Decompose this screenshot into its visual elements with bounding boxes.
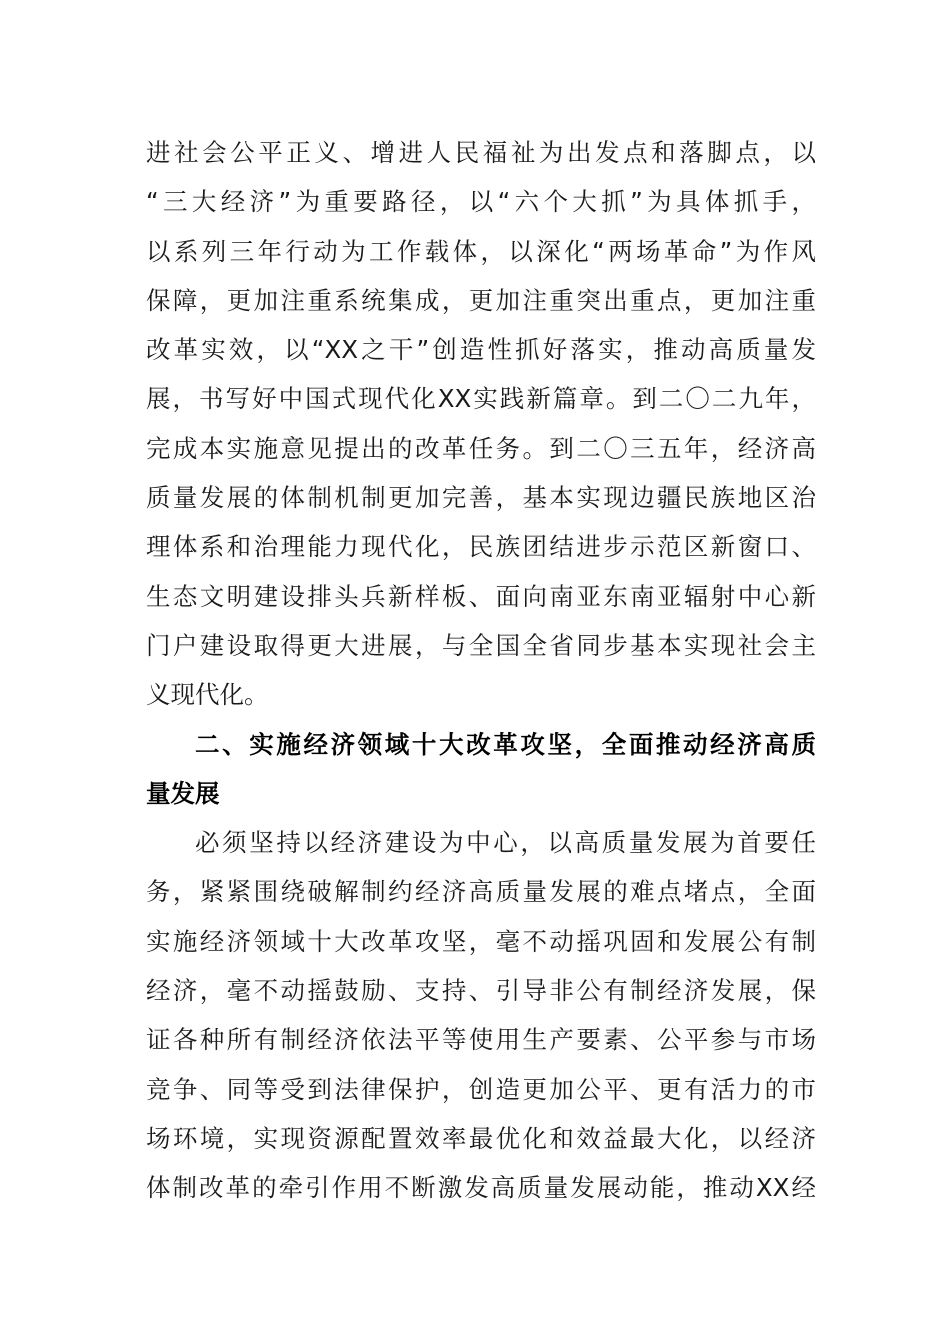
document-body: [146, 128, 816, 1213]
section-paragraph: [146, 818, 816, 1212]
paragraph-line: 质量发展的体制机制更加完善，基本实现边疆民族地区治: [146, 483, 816, 513]
section-heading: [146, 720, 816, 819]
paragraph-line: 生态文明建设排头兵新样板、面向南亚东南亚辐射中心新: [146, 581, 816, 611]
paragraph-line: 必须坚持以经济建设为中心，以高质量发展为首要任: [195, 828, 816, 858]
heading-line: 二、实施经济领域十大改革攻坚，全面推动经济高质: [195, 729, 816, 759]
paragraph-continued: [146, 128, 816, 720]
paragraph-line: “三大经济”为重要路径，以“六个大抓”为具体抓手，: [146, 187, 816, 217]
paragraph-line: 以系列三年行动为工作载体，以深化“两场革命”为作风: [146, 236, 816, 266]
paragraph-line: 证各种所有制经济依法平等使用生产要素、公平参与市场: [146, 1025, 816, 1055]
paragraph-line: 进社会公平正义、增进人民福祉为出发点和落脚点，以: [146, 138, 816, 167]
paragraph-line: 展，书写好中国式现代化XX实践新篇章。到二〇二九年，: [146, 384, 816, 414]
paragraph-line: 场环境，实现资源配置效率最优化和效益最大化，以经济: [146, 1123, 816, 1153]
paragraph-line: 门户建设取得更大进展，与全国全省同步基本实现社会主: [146, 630, 816, 660]
paragraph-line: 体制改革的牵引作用不断激发高质量发展动能，推动XX经: [146, 1173, 816, 1203]
paragraph-line: 义现代化。: [146, 680, 269, 710]
paragraph-line: 实施经济领域十大改革攻坚，毫不动摇巩固和发展公有制: [146, 926, 816, 956]
paragraph-line: 经济，毫不动摇鼓励、支持、引导非公有制经济发展，保: [146, 976, 816, 1006]
heading-line: 量发展: [146, 778, 220, 808]
paragraph-line: 完成本实施意见提出的改革任务。到二〇三五年，经济高: [146, 433, 816, 463]
paragraph-line: 改革实效，以“XX之干”创造性抓好落实，推动高质量发: [146, 335, 816, 365]
paragraph-line: 竞争、同等受到法律保护，创造更加公平、更有活力的市: [146, 1074, 816, 1104]
paragraph-line: 理体系和治理能力现代化，民族团结进步示范区新窗口、: [146, 532, 816, 562]
paragraph-line: 保障，更加注重系统集成，更加注重突出重点，更加注重: [146, 285, 816, 315]
paragraph-line: 务，紧紧围绕破解制约经济高质量发展的难点堵点，全面: [146, 877, 816, 907]
